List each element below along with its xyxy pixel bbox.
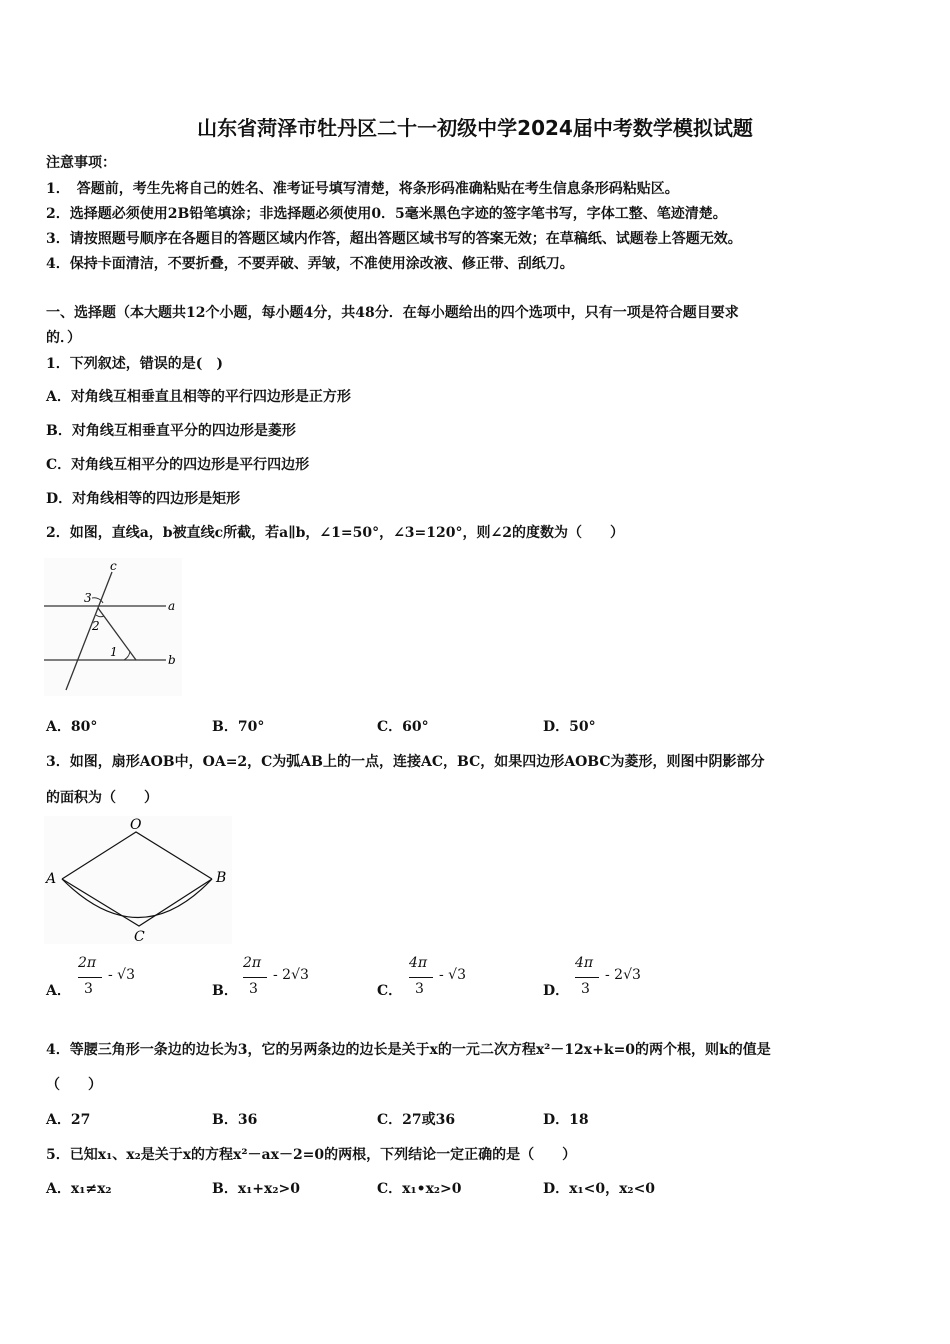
q5-option-c: C．x₁•x₂>0 bbox=[377, 1181, 462, 1197]
q3-figure bbox=[44, 816, 232, 944]
fraction-bar bbox=[409, 977, 433, 978]
label-1: 1 bbox=[110, 645, 118, 659]
label-b: B bbox=[216, 870, 227, 886]
label-c: C bbox=[134, 929, 145, 944]
denominator: 3 bbox=[84, 981, 93, 997]
label-o: O bbox=[130, 817, 142, 833]
label-a: A bbox=[46, 871, 57, 887]
q2-figure bbox=[44, 558, 182, 696]
q4-option-c: C．27或36 bbox=[377, 1112, 456, 1128]
fraction-bar bbox=[575, 977, 599, 978]
q4-option-a: A．27 bbox=[46, 1112, 91, 1128]
notice-heading: 注意事项： bbox=[46, 155, 116, 171]
q3-option-a-letter: A． bbox=[46, 983, 71, 999]
numerator: 4π bbox=[409, 955, 428, 971]
numerator: 4π bbox=[575, 955, 594, 971]
denominator: 3 bbox=[249, 981, 258, 997]
denominator: 3 bbox=[415, 981, 424, 997]
label-b: b bbox=[168, 653, 176, 667]
expr-tail: - 2√3 bbox=[605, 967, 641, 983]
label-c: c bbox=[110, 559, 117, 573]
numerator: 2π bbox=[78, 955, 97, 971]
q1-stem: 1．下列叙述，错误的是( ) bbox=[46, 356, 223, 372]
q4-option-b: B．36 bbox=[212, 1112, 258, 1128]
q3-stem-cont: 的面积为（ ） bbox=[46, 790, 158, 806]
figure-background bbox=[44, 558, 182, 696]
q4-stem-cont: （ ） bbox=[46, 1077, 102, 1093]
q4-stem: 4．等腰三角形一条边的边长为3，它的另两条边的边长是关于x的一元二次方程x²－12x+k=0的两个根，则k的值是 bbox=[46, 1042, 771, 1058]
expr-tail: - 2√3 bbox=[273, 967, 309, 983]
label-3: 3 bbox=[84, 591, 92, 605]
q2-option-d: D．50° bbox=[543, 719, 596, 735]
notice-item: 1． 答题前，考生先将自己的姓名、准考证号填写清楚，将条形码准确粘贴在考生信息条形码粘贴区。 bbox=[46, 181, 679, 197]
q5-stem: 5．已知x₁、x₂是关于x的方程x²－ax－2=0的两根，下列结论一定正确的是（ ） bbox=[46, 1147, 577, 1163]
q1-option-a: A．对角线互相垂直且相等的平行四边形是正方形 bbox=[46, 389, 351, 405]
section-heading-cont: 的．） bbox=[46, 330, 81, 346]
q3-option-c-letter: C． bbox=[377, 983, 403, 999]
q5-option-d: D．x₁<0，x₂<0 bbox=[543, 1181, 656, 1197]
notice-item: 3．请按照题号顺序在各题目的答题区域内作答，超出答题区域书写的答案无效；在草稿纸、试题卷上答题无效。 bbox=[46, 231, 742, 247]
q5-option-b: B．x₁+x₂>0 bbox=[212, 1181, 300, 1197]
section-heading: 一、选择题（本大题共12个小题，每小题4分，共48分．在每小题给出的四个选项中，只有一项是符合题目要求 bbox=[46, 305, 739, 321]
label-2: 2 bbox=[92, 619, 100, 633]
q2-option-b: B．70° bbox=[212, 719, 265, 735]
q1-option-d: D．对角线相等的四边形是矩形 bbox=[46, 491, 241, 507]
label-a: a bbox=[168, 599, 176, 613]
q2-option-a: A．80° bbox=[46, 719, 98, 735]
q3-stem: 3．如图，扇形AOB中，OA=2，C为弧AB上的一点，连接AC，BC，如果四边形AOBC为菱形，则图中阴影部分 bbox=[46, 754, 765, 770]
q2-stem: 2．如图，直线a，b被直线c所截，若a∥b，∠1=50°，∠3=120°，则∠2的度数为（ ） bbox=[46, 525, 624, 541]
fraction-bar bbox=[243, 977, 267, 978]
q2-option-c: C．60° bbox=[377, 719, 429, 735]
q1-option-c: C．对角线互相平分的四边形是平行四边形 bbox=[46, 457, 310, 473]
numerator: 2π bbox=[243, 955, 262, 971]
expr-tail: - √3 bbox=[108, 967, 136, 983]
q4-option-d: D．18 bbox=[543, 1112, 589, 1128]
q3-option-d-letter: D． bbox=[543, 983, 570, 999]
q1-option-b: B．对角线互相垂直平分的四边形是菱形 bbox=[46, 423, 296, 439]
q5-option-a: A．x₁≠x₂ bbox=[46, 1181, 112, 1197]
denominator: 3 bbox=[581, 981, 590, 997]
page-title: 山东省菏泽市牡丹区二十一初级中学2024届中考数学模拟试题 bbox=[197, 116, 753, 140]
fraction-bar bbox=[78, 977, 102, 978]
notice-item: 4．保持卡面清洁，不要折叠，不要弄破、弄皱，不准使用涂改液、修正带、刮纸刀。 bbox=[46, 256, 574, 272]
expr-tail: - √3 bbox=[439, 967, 467, 983]
notice-item: 2．选择题必须使用2B铅笔填涂；非选择题必须使用0．5毫米黑色字迹的签字笔书写，字体工整、笔迹清楚。 bbox=[46, 206, 727, 222]
q3-option-b-letter: B． bbox=[212, 983, 238, 999]
